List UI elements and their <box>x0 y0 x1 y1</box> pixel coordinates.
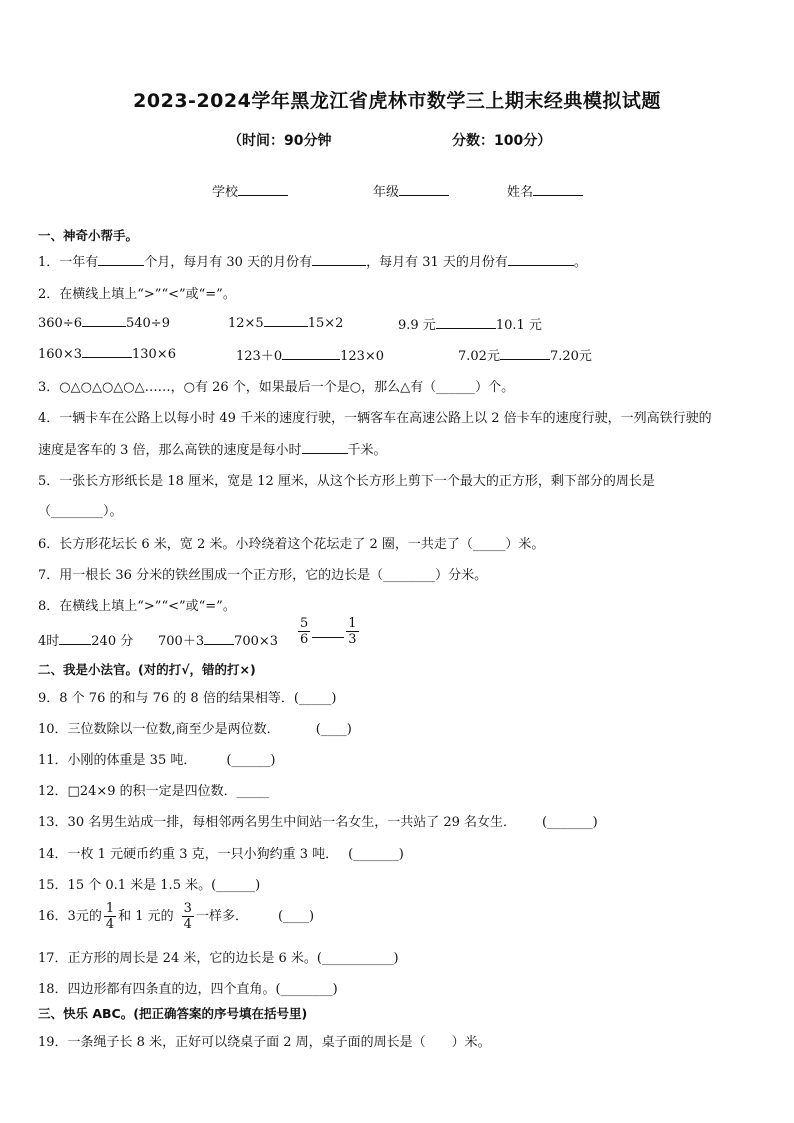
q2r1-left2: 12×5 <box>228 316 264 331</box>
section-heading-2: 二、我是小法官。(对的打√，错的打×) <box>38 662 256 677</box>
question-6: 6．长方形花坛长 6 米，宽 2 米。小玲绕着这个花坛走了 2 圈，一共走了（_____）米。 <box>38 537 545 552</box>
q8-fraction-left <box>298 616 310 647</box>
q8-blank1[interactable] <box>59 632 91 645</box>
q8-left2: 700＋3 <box>158 634 205 649</box>
q14-text: 14．一枚 1 元硬币约重 3 克，一只小狗约重 3 吨． <box>38 847 339 862</box>
question-12: 12．□24×9 的积一定是四位数．_____ <box>38 784 270 799</box>
q8-f2-numerator: 1 <box>348 616 357 631</box>
grade-label: 年级 <box>373 185 400 200</box>
question-18: 18．四边形都有四条直的边，四个直角。(________) <box>38 982 338 997</box>
question-5-line1: 5．一张长方形纸长是 18 厘米，宽是 12 厘米，从这个长方形上剪下一个最大的正方形，剩下部分的周长是 <box>38 474 655 489</box>
q16-fraction-1 <box>104 901 116 932</box>
q2r2-right2: 123×0 <box>340 349 385 364</box>
q8-blank3[interactable] <box>312 625 344 638</box>
question-8: 8．在横线上填上“>”“<”或“=”。 <box>38 599 236 614</box>
question-17: 17．正方形的周长是 24 米，它的边长是 6 米。(___________) <box>38 951 399 966</box>
q16-f2-denominator: 4 <box>183 917 192 932</box>
q8-item2 <box>158 630 278 649</box>
name-blank[interactable] <box>533 183 583 196</box>
q16-answer: (____) <box>277 909 315 924</box>
question-3: 3．○△○△○△○△……，○有 26 个，如果最后一个是○，那么△有（______）个。 <box>38 380 515 395</box>
q16-f1-numerator: 1 <box>105 901 115 916</box>
question-5-line2: （________）。 <box>38 504 123 519</box>
q2r1-blank1[interactable] <box>82 314 126 327</box>
question-15: 15．15 个 0.1 米是 1.5 米。(______) <box>38 878 261 893</box>
q16-text-a: 16．3元的 <box>38 909 102 924</box>
q16-fraction-2 <box>182 901 194 932</box>
q2r1-left3: 9.9 元 <box>398 318 436 333</box>
q14-answer: (_______) <box>348 847 404 862</box>
q2r1-left: 360÷6 <box>38 316 82 331</box>
q1-text-a: 1．一年有 <box>38 255 99 270</box>
q1-blank-3[interactable] <box>508 253 574 266</box>
q4-blank[interactable] <box>302 441 348 454</box>
q8-f1-denominator: 6 <box>300 632 309 647</box>
q8-right1: 240 分 <box>91 634 134 649</box>
q4-text-b: 千米。 <box>347 443 387 458</box>
q4-text-a: 速度是客车的 3 倍，那么高铁的速度是每小时 <box>38 443 302 458</box>
q2-row2-item1 <box>38 345 176 362</box>
q2r1-right2: 15×2 <box>307 316 344 331</box>
q1-blank-1[interactable] <box>98 253 144 266</box>
question-7: 7．用一根长 36 分米的铁丝围成一个正方形，它的边长是（________）分米。 <box>38 568 488 583</box>
q11-text: 11．小刚的体重是 35 吨． <box>38 753 197 768</box>
q2r1-blank2[interactable] <box>264 314 308 327</box>
exam-score: 分数：100分） <box>452 133 552 149</box>
q8-fraction-right <box>346 616 358 647</box>
exam-time: （时间：90分钟 <box>228 133 332 149</box>
school-field <box>212 181 288 200</box>
school-label: 学校 <box>212 185 239 200</box>
question-19: 19．一条绳子长 8 米，正好可以绕桌子面 2 周，桌子面的周长是（ ）米。 <box>38 1035 491 1050</box>
question-4-line1: 4．一辆卡车在公路上以每小时 49 千米的速度行驶，一辆客车在高速公路上以 2 倍卡车的速度行驶，一列高铁行驶的 <box>38 411 712 426</box>
page-title: 2023-2024学年黑龙江省虎林市数学三上期末经典模拟试题 <box>133 90 661 112</box>
q1-blank-2[interactable] <box>312 253 366 266</box>
q8-item3 <box>296 616 361 647</box>
q2r1-blank3[interactable] <box>436 316 496 329</box>
q2r1-right: 540÷9 <box>125 316 170 331</box>
question-11 <box>38 749 276 768</box>
q2r2-left: 160×3 <box>38 347 82 362</box>
grade-blank[interactable] <box>399 183 449 196</box>
q2-row1-item2 <box>228 314 343 331</box>
grade-field <box>373 181 449 200</box>
name-field <box>507 181 583 200</box>
q2-row1-item3 <box>398 314 542 333</box>
q2-row2-item3 <box>458 345 592 364</box>
question-10 <box>38 718 352 737</box>
q8-item1 <box>38 630 133 649</box>
q8-f2-denominator: 3 <box>348 632 357 647</box>
question-13 <box>38 811 598 830</box>
section-heading-3: 三、快乐 ABC。(把正确答案的序号填在括号里) <box>38 1006 308 1021</box>
q10-answer: (____) <box>315 722 352 737</box>
q13-text: 13．30 名男生站成一排，每相邻两名男生中间站一名女生，一共站了 29 名女生． <box>38 815 517 830</box>
q2r1-right3: 10.1 元 <box>495 318 542 333</box>
question-16 <box>38 901 314 932</box>
q16-text-c: 一样多． <box>195 909 248 924</box>
question-9: 9．8 个 76 的和与 76 的 8 倍的结果相等．(_____) <box>38 691 337 706</box>
q1-text-c: ，每月有 31 天的月份有 <box>366 255 508 270</box>
question-2: 2．在横线上填上“>”“<”或“=”。 <box>38 287 236 302</box>
q1-text-d: 。 <box>573 255 587 270</box>
q13-answer: (_______) <box>542 815 598 830</box>
q2r2-blank3[interactable] <box>500 347 550 360</box>
q8-left1: 4时 <box>38 634 60 649</box>
question-4-line2 <box>38 439 387 458</box>
question-1 <box>38 251 587 270</box>
q2r2-blank1[interactable] <box>82 345 132 358</box>
q16-f1-denominator: 4 <box>105 917 115 932</box>
q8-right2: 700×3 <box>234 634 279 649</box>
q2r2-left3: 7.02元 <box>458 349 500 364</box>
name-label: 姓名 <box>507 185 534 200</box>
section-heading-1: 一、神奇小帮手。 <box>38 228 139 243</box>
q2r2-right3: 7.20元 <box>549 349 592 364</box>
q2-row1-item1 <box>38 314 170 331</box>
q8-blank2[interactable] <box>204 632 234 645</box>
q2r2-left2: 123＋0 <box>236 349 283 364</box>
q1-text-b: 个月，每月有 30 天的月份有 <box>144 255 313 270</box>
q10-text: 10．三位数除以一位数,商至少是两位数． <box>38 722 280 737</box>
q11-answer: (______) <box>226 753 276 768</box>
q16-f2-numerator: 3 <box>183 901 192 916</box>
q16-text-b: 和 1 元的 <box>118 909 174 924</box>
q2r2-blank2[interactable] <box>282 347 340 360</box>
school-blank[interactable] <box>238 183 288 196</box>
q2-row2-item2 <box>236 345 384 364</box>
question-14 <box>38 843 404 862</box>
q2r2-right: 130×6 <box>131 347 176 362</box>
q8-f1-numerator: 5 <box>300 616 309 631</box>
